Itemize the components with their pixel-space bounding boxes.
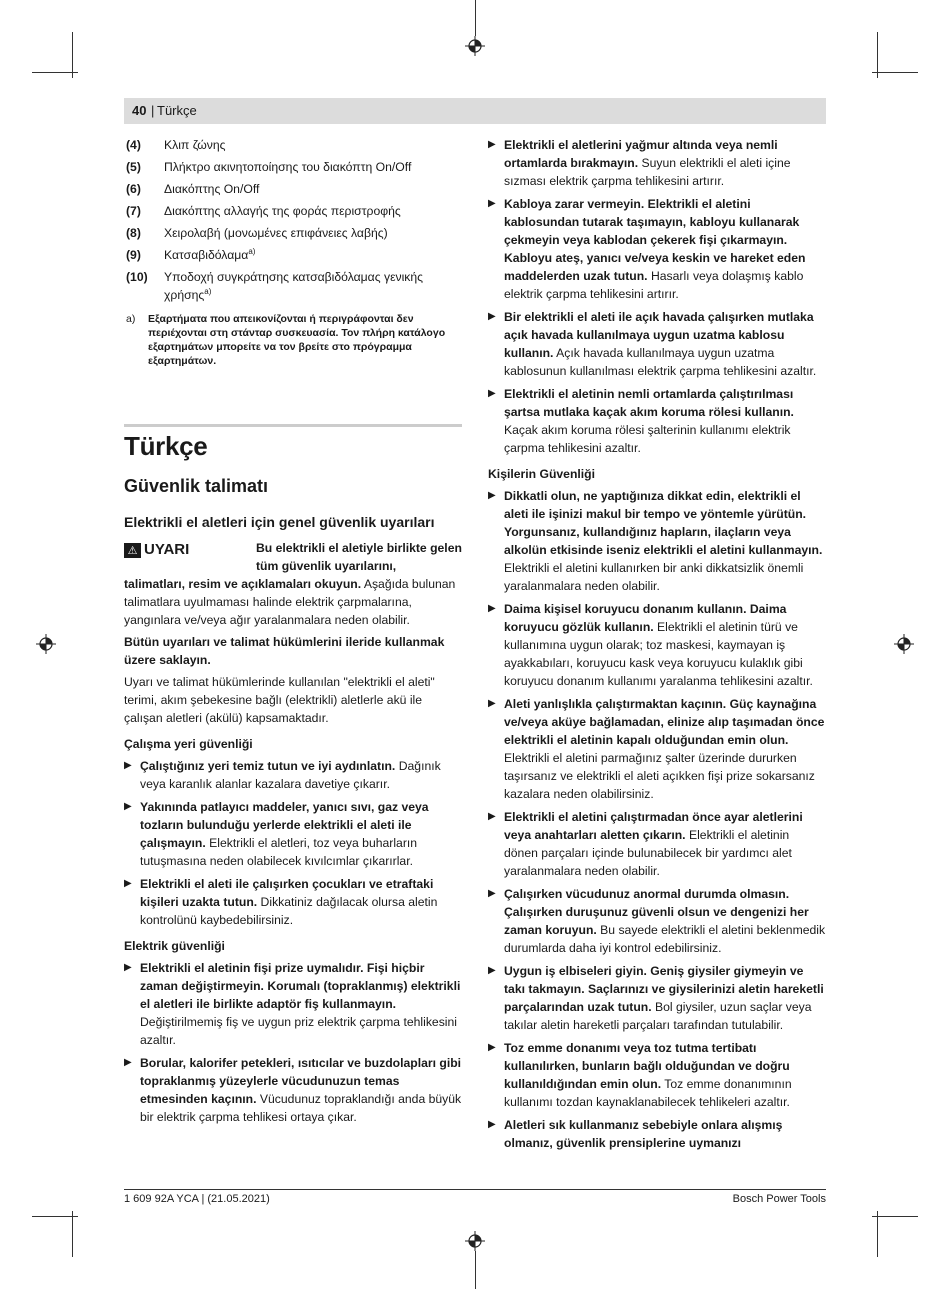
item-text: Elektrikli el aletini parmağınız şalter üzerinde dururken taşırsanız ve elektrikli el aleti açıkken fişi prize sokarsanız kazalara neden olabilirsiniz. [504,751,815,801]
electrical-title: Elektrik güvenliği [124,939,225,953]
item-text: Elektrikli el aletleri, toz veya buharların tutuşmasına neden olabilecek kıvılcımlar çıkarırlar. [140,836,418,868]
footnote-ref: a) [204,286,212,296]
list-item [488,385,826,457]
item-text: Dağınık veya karanlık alanlar kazalara davetiye çıkarır. [140,759,441,791]
item-text: Kaçak akım koruma rölesi şalterinin kullanımı elektrik çarpma tehlikesini azaltır. [504,423,791,455]
item-text: Elektrikli el aletinin dönen parçaları içinde bulunabilecek bir yardımcı alet yaralanmalara neden olabilir. [504,828,792,878]
crop-mark [872,1216,918,1217]
warning-label [124,541,189,559]
item-bold: Borular, kalorifer petekleri, ısıtıcılar ve buzdolapları gibi topraklanmış yüzeylerle vücudunuzun temas etmesinden kaçının. [140,1056,462,1106]
item-bold: Elektrikli el aletinin nemli ortamlarda çalıştırılması şartsa mutlaka kaçak akım koruma rölesi kullanın. [504,387,794,419]
footer-divider [124,1189,826,1190]
warning-body: Aşağıda bulunan talimatlara uyulmaması halinde elektrik çarpmalarına, yangınlara ve/veya ağır yaralanmalara neden olabilir. [124,577,456,627]
list-item [124,224,462,242]
footer-doc-id: 1 609 92A YCA | (21.05.2021) [124,1193,270,1205]
general-warnings-title: Elektrikli el aletleri için genel güvenlik uyarıları [124,514,435,530]
item-text: Elektrikli el aletini kullanırken bir anki dikkatsizlik önemli yaralanmalara neden olabilir. [504,561,804,593]
item-text: Bol giysiler, uzun saçlar veya takılar aletin hareketli parçaları tarafından tutulabilir. [504,1000,812,1032]
footer-brand: Bosch Power Tools [732,1193,826,1205]
item-text: Κατσαβιδόλαμα [164,248,249,262]
definition-text: Uyarı ve talimat hükümlerinde kullanılan "elektrikli el aleti" terimi, akım şebekesine bağlı (elektrikli) aletlerle akü ile çalışan aletleri (akülü) kapsamaktadır. [124,675,435,725]
list-item [488,136,826,190]
item-bold: Toz emme donanımı veya toz tutma tertibatı kullanılırken, bunların bağlı olduğundan ve doğru kullanıldığından emin olun. [504,1041,790,1091]
item-text: Πλήκτρο ακινητοποίησης του διακόπτη On/Off [164,160,412,174]
parts-list [124,136,462,304]
right-column [488,136,826,1157]
list-item [124,1054,462,1126]
list-item [488,962,826,1034]
crop-mark [872,72,918,73]
item-bold: Kabloya zarar vermeyin. Elektrikli el aletini kablosundan tutarak taşımayın, kabloyu kullanarak çekmeyin veya kablodan çekerek fişi çıkarmayın. Kabloyu ateş, yanıcı ve/veya keskin ve hareket eden maddelerden uzak tutun. [504,197,806,283]
item-number: (6) [126,182,141,196]
item-bold: Uygun iş elbiseleri giyin. Geniş giysiler giymeyin ve takı takmayın. Saçlarınızı ve giysilerinizi aletin hareketli parçalarından uzak tutun. [504,964,824,1014]
item-text: Suyun elektrikli el aleti içine sızması elektrik çarpma tehlikesini artırır. [504,156,791,188]
list-item [124,180,462,198]
registration-mark-icon [465,1231,485,1251]
list-item [488,487,826,595]
keep-instructions: Bütün uyarıları ve talimat hükümlerini ileride kullanmak üzere saklayın. [124,635,445,667]
list-item [124,757,462,793]
footnote-marker: a) [126,313,136,325]
list-item [124,875,462,929]
registration-mark-icon [894,634,914,654]
list-item [124,202,462,220]
item-text: Διακόπτης On/Off [164,182,260,196]
list-item [124,798,462,870]
item-bold: Elektrikli el aleti ile çalışırken çocukları ve etraftaki kişileri uzakta tutun. [140,877,434,909]
crop-mark [32,72,78,73]
item-text: Bu sayede elektrikli el aletini beklenmedik durumlarda daha iyi kontrol edebilirsiniz. [504,923,826,955]
header-language: Türkçe [157,103,197,118]
item-number: (7) [126,204,141,218]
list-item [124,268,462,304]
left-column [124,136,462,1131]
item-bold: Dikkatli olun, ne yaptığınıza dikkat edin, elektrikli el aleti ile işinizi makul bir tempo ve yöntemle yürütün. Yorgunsanız, kullandığınız hapların, ilaçların veya alkolün etkisinde iseniz elektrikli el aletini kullanmayın. [504,489,823,557]
page-number: 40 [132,103,147,118]
item-bold: Yakınında patlayıcı maddeler, yanıcı sıvı, gaz veya tozların bulunduğu yerlerde elektrikli el aleti ile çalışmayın. [140,800,429,850]
warning-bold: talimatları, resim ve açıklamaları okuyun. [124,577,362,591]
item-number: (10) [126,270,148,284]
list-item [488,308,826,380]
item-number: (5) [126,160,141,174]
registration-mark-icon [36,634,56,654]
list-item [488,885,826,957]
item-bold: Elektrikli el aletinin fişi prize uymalıdır. Fişi hiçbir zaman değiştirmeyin. Korumalı (topraklanmış) elektrikli el aletleri ile birlikte adaptör fiş kullanmayın. [140,961,461,1011]
registration-mark-icon [465,36,485,56]
crop-mark [32,1216,78,1217]
item-bold: Aleti yanlışlıkla çalıştırmaktan kaçının. Güç kaynağına ve/veya aküye bağlamadan, elinize alıp taşımadan önce elektrikli el aletinin kapalı olduğundan emin olun. [504,697,825,747]
list-item [488,808,826,880]
item-bold: Daima kişisel koruyucu donanım kullanın. Daima koruyucu gözlük kullanın. [504,602,787,634]
item-text: Υποδοχή συγκράτησης κατσαβιδόλαμας γενικής χρήσης [164,270,424,302]
header-separator: | [151,103,155,118]
item-bold: Elektrikli el aletlerini yağmur altında veya nemli ortamlarda bırakmayın. [504,138,778,170]
item-text: Dikkatiniz dağılacak olursa aletin kontrolünü kaybedebilirsiniz. [140,895,438,927]
list-item [488,1039,826,1111]
item-text: Elektrikli el aletinin türü ve kullanımına uygun olarak; toz maskesi, kaymayan iş ayakkabıları, koruyucu kask veya koruyucu kulaklık gibi koruyucu donanım kullanımı yaralanma tehlikesini azaltır. [504,620,813,688]
warning-block [124,539,462,575]
footnote-ref: a) [248,246,256,256]
list-item [124,246,462,264]
item-bold: Çalıştığınız yeri temiz tutun ve iyi aydınlatın. [140,759,396,773]
list-item [124,959,462,1049]
crop-mark [877,1211,878,1257]
item-text: Κλιπ ζώνης [164,138,226,152]
item-bold: Elektrikli el aletini çalıştırmadan önce ayar aletlerini veya anahtarları aletten çıkarın. [504,810,803,842]
item-bold: Bir elektrikli el aleti ile açık havada çalışırken mutlaka açık havada kullanılmaya uygun uzatma kablosu kullanın. [504,310,814,360]
warning-icon: ⚠ [124,543,141,558]
warning-continuation [124,575,462,629]
item-bold: Çalışırken vücudunuz anormal durumda olmasın. Çalışırken duruşunuz güvenli olsun ve dengenizi her zaman koruyun. [504,887,809,937]
item-text: Vücudunuz topraklandığı anda büyük bir elektrik çarpma tehlikesi ortaya çıkar. [140,1092,462,1124]
work-area-title: Çalışma yeri güvenliği [124,737,253,751]
list-item [488,1116,826,1152]
section-title: Türkçe [124,431,208,461]
item-text: Διακόπτης αλλαγής της φοράς περιστροφής [164,204,401,218]
item-bold: Aletleri sık kullanmanız sebebiyle onlara alışmış olmanız, güvenlik prensiplerine uymanızı [504,1118,783,1150]
warning-intro: Bu elektrikli el aletiyle birlikte gelen tüm güvenlik uyarılarını, [256,541,462,573]
footnote [124,312,462,368]
list-item [124,158,462,176]
list-item [488,695,826,803]
item-number: (9) [126,248,141,262]
page-header [124,98,826,124]
list-item [488,195,826,303]
item-number: (4) [126,138,141,152]
crop-mark [475,0,476,36]
section-divider [124,424,462,427]
warning-text: UYARI [144,541,190,558]
personal-safety-title: Kişilerin Güvenliği [488,467,596,481]
list-item [124,136,462,154]
crop-mark [475,1251,476,1289]
crop-mark [72,1211,73,1257]
item-text: Değiştirilmemiş fiş ve uygun priz elektrik çarpma tehlikesini azaltır. [140,1015,457,1047]
item-text: Toz emme donanımının kullanımı tozdan kaynaklanabilecek tehlikeleri azaltır. [504,1077,792,1109]
item-text: Hasarlı veya dolaşmış kablo elektrik çarpma tehlikesini artırır. [504,269,804,301]
safety-title: Güvenlik talimatı [124,476,269,496]
list-item [488,600,826,690]
item-number: (8) [126,226,141,240]
item-text: Açık havada kullanılmaya uygun uzatma kablosunun kullanılması elektrik çarpma tehlikesini azaltır. [504,346,817,378]
footnote-text: Εξαρτήματα που απεικονίζονται ή περιγράφονται δεν περιέχονται στη στάνταρ συσκευασία. Τον πλήρη κατάλογο εξαρτημάτων μπορείτε να τον βρείτε στο πρόγραμμα εξαρτημάτων. [148,313,446,367]
item-text: Χειρολαβή (μονωμένες επιφάνειες λαβής) [164,226,388,240]
